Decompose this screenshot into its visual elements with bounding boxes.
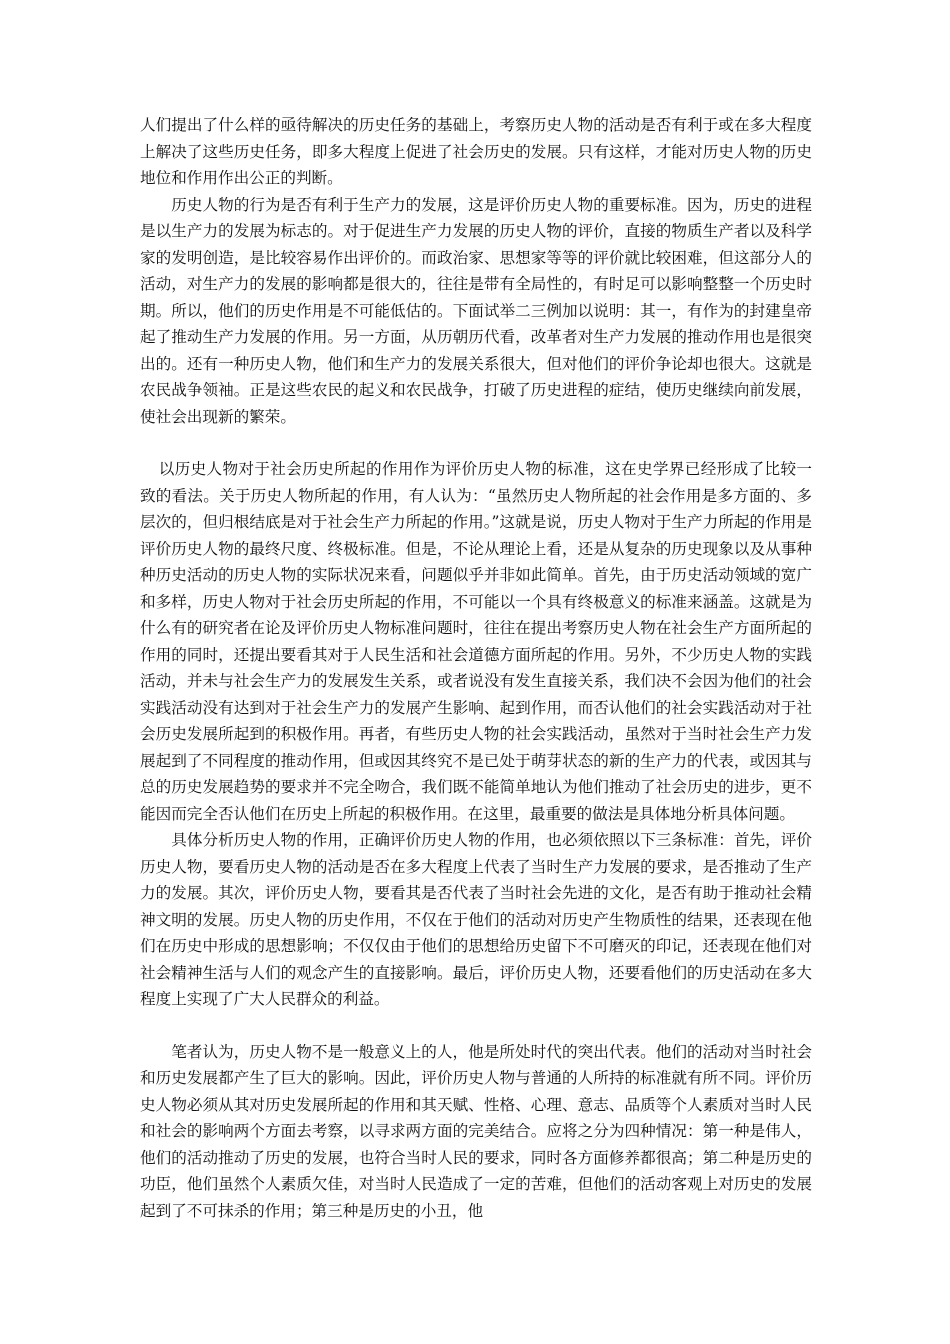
paragraph-continuation: 人们提出了什么样的亟待解决的历史任务的基础上，考察历史人物的活动是否有利于或在多大程度上解决了这些历史任务，即多大程度上促进了社会历史的发展。只有这样，才能对历史人物的历史地位和作用作出公正的判断。 <box>140 116 812 187</box>
paragraph-author-view: 笔者认为，历史人物不是一般意义上的人，他是所处时代的突出代表。他们的活动对当时社会和历史发展都产生了巨大的影响。因此，评价历史人物与普通的人所持的标准就有所不同。评价历史人物必须从其对历史发展所起的作用和其天赋、性格、心理、意志、品质等个人素质对当时人民和社会的影响两个方面去考察，以寻求两方面的完美结合。应将之分为四种情况：第一种是伟人，他们的活动推动了历史的发展，也符合当时人民的要求，同时各方面修养都很高；第二种是历史的功臣，他们虽然个人素质欠佳，对当时人民造成了一定的苦难，但他们的活动客观上对历史的发展起到了不可抹杀的作用；第三种是历史的小丑，他 <box>140 1042 812 1220</box>
paragraph-three-standards: 具体分析历史人物的作用，正确评价历史人物的作用，也必须依照以下三条标准：首先，评价历史人物，要看历史人物的活动是否在多大程度上代表了当时生产力发展的要求，是否推动了生产力的发展。其次，评价历史人物，要看其是否代表了当时社会先进的文化，是否有助于推动社会精神文明的发展。历史人物的历史作用，不仅在于他们的活动对历史产生物质性的结果，还表现在他们在历史中形成的思想影响；不仅仅由于他们的思想给历史留下不可磨灭的印记，还表现在他们对社会精神生活与人们的观念产生的直接影响。最后，评价历史人物，还要看他们的历史活动在多大程度上实现了广大人民群众的利益。 <box>140 831 812 1008</box>
paragraph-productivity-standard: 历史人物的行为是否有利于生产力的发展，这是评价历史人物的重要标准。因为，历史的进程是以生产力的发展为标志的。对于促进生产力发展的历史人物的评价，直接的物质生产者以及科学家的发明创造，是比较容易作出评价的。而政治家、思想家等等的评价就比较困难，但这部分人的活动，对生产力的发展的影响都是很大的，往往是带有全局性的，有时足可以影响整整一个历史时期。所以，他们的历史作用是不可能低估的。下面试举二三例加以说明：其一，有作为的封建皇帝起了推动生产力发展的作用。另一方面，从历朝历代看，改革者对生产力发展的推动作用也是很突出的。还有一种历史人物，他们和生产力的发展关系很大，但对他们的评价争论却也很大。这就是农民战争领袖。正是这些农民的起义和农民战争，打破了历史进程的症结，使历史继续向前发展，使社会出现新的繁荣。 <box>140 195 812 426</box>
document-body <box>140 112 812 1224</box>
paragraph-social-role-standard: 以历史人物对于社会历史所起的作用作为评价历史人物的标准，这在史学界已经形成了比较一致的看法。关于历史人物所起的作用，有人认为：“虽然历史人物所起的社会作用是多方面的、多层次的，但归根结底是对于社会生产力所起的作用。”这就是说，历史人物对于生产力所起的作用是评价历史人物的最终尺度、终极标准。但是，不论从理论上看，还是从复杂的历史现象以及从事种种历史活动的历史人物的实际状况来看，问题似乎并非如此简单。首先，由于历史活动领域的宽广和多样，历史人物对于社会历史所起的作用，不可能以一个具有终极意义的标准来涵盖。这就是为什么有的研究者在论及评价历史人物标准问题时，往往在提出考察历史人物在社会生产方面所起的作用的同时，还提出要看其对于人民生活和社会道德方面所起的作用。另外，不少历史人物的实践活动，并未与社会生产力的发展发生关系，或者说没有发生直接关系，我们决不会因为他们的社会实践活动没有达到对于社会生产力的发展产生影响、起到作用，而否认他们的社会实践活动对于社会历史发展所起到的积极作用。再者，有些历史人物的社会实践活动，虽然对于当时社会生产力发展起到了不同程度的推动作用，但或因其终究不是已处于萌芽状态的新的生产力的代表，或因其与总的历史发展趋势的要求并不完全吻合，我们既不能简单地认为他们推动了社会历史的进步，更不能因而完全否认他们在历史上所起的积极作用。在这里，最重要的做法是具体地分析具体问题。 <box>140 460 812 823</box>
